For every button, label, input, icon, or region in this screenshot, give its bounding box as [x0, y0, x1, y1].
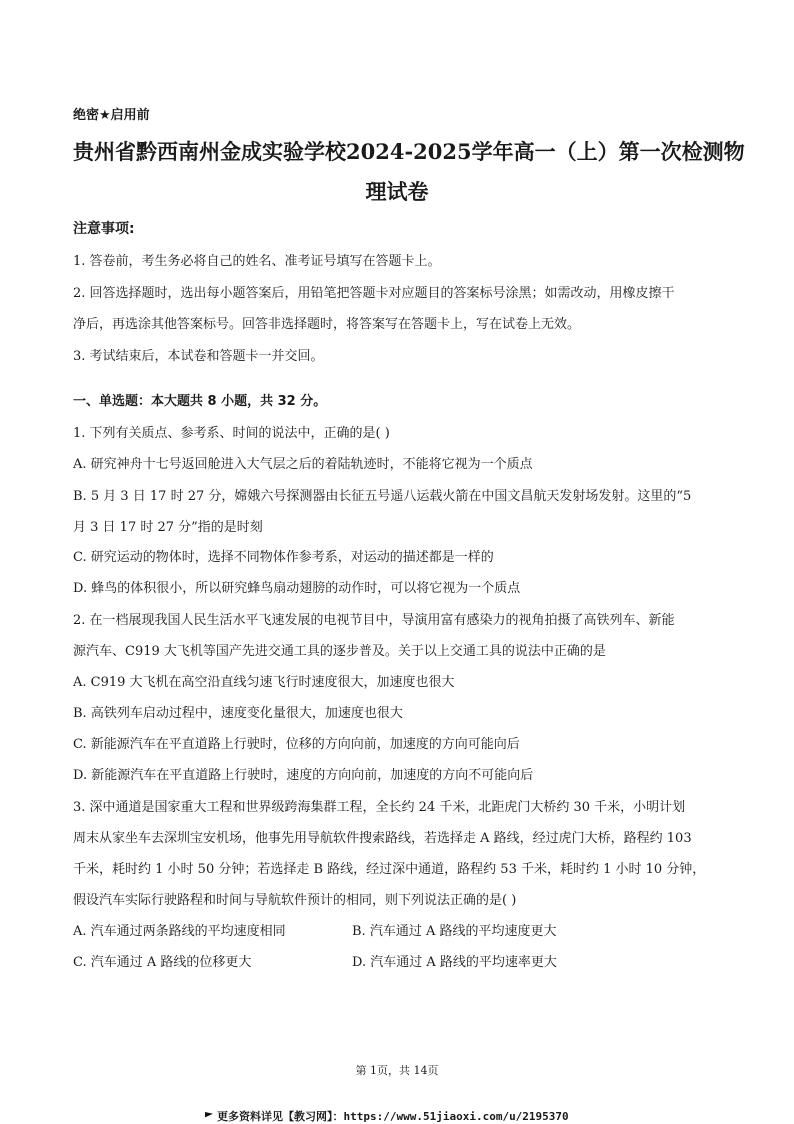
exam-title-line2: 理试卷	[365, 179, 429, 204]
question-1-stem: 1. 下列有关质点、参考系、时间的说法中，正确的是( )	[73, 426, 390, 441]
confidential-mark: 绝密★启用前	[73, 108, 150, 123]
question-1-option-b-cont: 月 3 日 17 时 27 分”指的是时刻	[73, 520, 263, 535]
resource-link[interactable]: 更多资料详见【教习网】：https://www.51jiaoxi.com/u/2195370	[217, 1110, 569, 1123]
question-3-stem-cont: 千米，耗时约 1 小时 50 分钟；若选择走 B 路线，经过深中通道，路程约 53 千米，耗时约 1 小时 10 分钟，	[73, 862, 706, 877]
question-1-option-c: C. 研究运动的物体时，选择不同物体作参考系，对运动的描述都是一样的	[73, 550, 494, 565]
page-number: 第 1页，共 14页	[355, 1064, 439, 1077]
question-2-option-c: C. 新能源汽车在平直道路上行驶时，位移的方向向前，加速度的方向可能向后	[73, 737, 520, 752]
question-3-stem-cont: 周末从家坐车去深圳宝安机场，他事先用导航软件搜索路线，若选择走 A 路线，经过虎门大桥，路程约 103	[73, 831, 692, 846]
question-3-option-a: A. 汽车通过两条路线的平均速度相同	[73, 924, 286, 939]
question-3-stem: 3. 深中通道是国家重大工程和世界级跨海集群工程，全长约 24 千米，北距虎门大桥约 30 千米，小明计划	[73, 800, 686, 815]
exam-title-line1: 贵州省黔西南州金成实验学校2024-2025学年高一（上）第一次检测物	[73, 139, 745, 164]
question-3-option-b: B. 汽车通过 A 路线的平均速度更大	[352, 924, 557, 939]
question-2-stem: 2. 在一档展现我国人民生活水平飞速发展的电视节目中，导演用富有感染力的视角拍摄了高铁列车、新能	[73, 613, 675, 628]
question-1-option-a: A. 研究神舟十七号返回舱进入大气层之后的着陆轨迹时，不能将它视为一个质点	[73, 457, 533, 472]
question-2-option-a: A. C919 大飞机在高空沿直线匀速飞行时速度很大，加速度也很大	[73, 675, 455, 690]
question-2-option-b: B. 高铁列车启动过程中，速度变化量很大，加速度也很大	[73, 706, 403, 721]
question-1-option-b: B. 5 月 3 日 17 时 27 分，嫦娥六号探测器由长征五号遥八运载火箭在中国文昌航天发射场发射。这里的“5	[73, 489, 692, 504]
flag-icon	[205, 1112, 213, 1121]
notice-item: 净后，再选涂其他答案标号。回答非选择题时，将答案写在答题卡上，写在试卷上无效。	[73, 317, 581, 332]
notice-item: 2. 回答选择题时，选出每小题答案后，用铅笔把答题卡对应题目的答案标号涂黑；如需改动，用橡皮擦干	[73, 286, 675, 301]
question-3-stem-cont: 假设汽车实际行驶路程和时间与导航软件预计的相同，则下列说法正确的是( )	[73, 893, 517, 908]
question-3-option-c: C. 汽车通过 A 路线的位移更大	[73, 955, 252, 970]
question-2-option-d: D. 新能源汽车在平直道路上行驶时，速度的方向向前，加速度的方向不可能向后	[73, 768, 534, 783]
question-2-stem-cont: 源汽车、C919 大飞机等国产先进交通工具的逐步普及。关于以上交通工具的说法中正确的是	[73, 644, 606, 659]
notice-heading: 注意事项:	[73, 221, 135, 237]
notice-item: 3. 考试结束后，本试卷和答题卡一并交回。	[73, 349, 324, 364]
question-3-option-d: D. 汽车通过 A 路线的平均速率更大	[352, 955, 557, 970]
notice-item: 1. 答卷前，考生务必将自己的姓名、准考证号填写在答题卡上。	[73, 254, 441, 269]
question-1-option-d: D. 蜂鸟的体积很小，所以研究蜂鸟扇动翅膀的动作时，可以将它视为一个质点	[73, 581, 521, 596]
section-heading: 一、单选题：本大题共 8 小题，共 32 分。	[73, 394, 327, 409]
resource-banner[interactable]	[205, 1108, 569, 1124]
